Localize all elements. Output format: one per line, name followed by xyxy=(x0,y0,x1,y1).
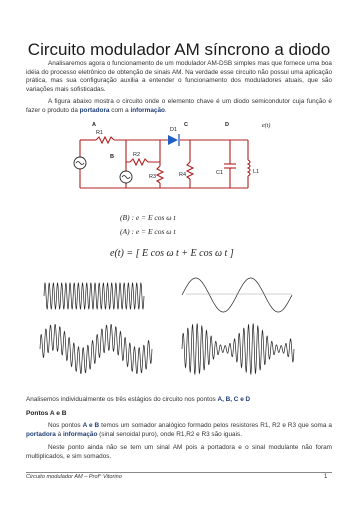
d1-label: D1 xyxy=(170,127,178,133)
stages-paragraph xyxy=(26,396,332,405)
equations xyxy=(110,212,270,272)
para2-text-3: . xyxy=(164,106,167,114)
r2-label: R2 xyxy=(133,152,141,158)
c1-label: C1 xyxy=(216,170,224,176)
sum-note-paragraph: Neste ponto ainda não se tem um sinal AM pois a portadora e o sinal modulante não foram multiplicados, e sim somados. xyxy=(26,444,332,460)
para3-bold: A, B, C e D xyxy=(217,396,251,403)
intro-paragraph: Analisaremos agora o funcionamento de um modulador AM-DSB simples mas que fornece uma boa idéia do processo eletrônico de obtenção de sinais AM. Na verdade esse circuito não possui uma aplicação prática, mas sua configuração auxilia a entender o funcionamento dos moduladores atuais, que são variações mais sofisticadas. xyxy=(26,60,332,93)
waveform-am xyxy=(182,322,294,376)
footer-divider xyxy=(26,472,332,473)
node-c-label: C xyxy=(184,122,188,128)
para4-bold-portadora: portadora xyxy=(26,430,56,438)
para4-bold-ab: A e B xyxy=(82,422,100,429)
page-title: Circuito modulador AM síncrono a diodo xyxy=(27,40,331,59)
waveform-carrier xyxy=(44,282,144,310)
para2-text-1: A figura abaixo mostra o circuito onde o elemento chave é um diodo semicondutor cuja função é fazer o produto da xyxy=(26,98,332,114)
equation-output: e(t) = [ E cos ω t + E cos ω t ] xyxy=(110,248,234,259)
equation-b: (B) : e = E cos ω t xyxy=(120,213,176,222)
para4-text-4: (sinal senoidal puro), onde R1,R2 e R3 são iguais. xyxy=(97,430,242,438)
para4-text-1: Nos pontos xyxy=(48,422,83,429)
r3-label: R3 xyxy=(149,174,157,180)
para2-bold-portadora: portadora xyxy=(79,106,110,114)
para2-text-2: com a xyxy=(109,106,131,114)
para4-text-2: temos um somador analógico formado pelos resistores R1, R2 e R3 que soma a xyxy=(99,422,332,429)
node-a-label: A xyxy=(92,122,96,128)
points-a-b-paragraph xyxy=(26,422,332,439)
circuit-diagram xyxy=(70,118,290,198)
r4-label: R4 xyxy=(179,172,187,178)
footer-text: Circuito modulador AM – Prof° Vitorino xyxy=(26,474,122,480)
equation-a: (A) : e = E cos ω t xyxy=(120,227,176,236)
waveform-sum xyxy=(40,322,152,376)
node-b-label: B xyxy=(110,154,114,160)
para2-bold-informacao: informação xyxy=(130,106,165,114)
l1-label: L1 xyxy=(253,169,260,175)
r1-label: R1 xyxy=(96,130,104,136)
output-label: e(t) xyxy=(262,123,271,129)
node-d-label: D xyxy=(225,122,229,128)
waveform-information xyxy=(182,274,292,316)
para4-bold-informacao: informação xyxy=(62,430,98,438)
section-heading-pontos-a-b: Pontos A e B xyxy=(26,410,67,417)
figure-intro-paragraph xyxy=(26,98,332,115)
para3-text: Analisemos individualmente os três estágios do circuito nos pontos xyxy=(26,396,218,403)
para4-text-3: à xyxy=(55,430,63,438)
page-number: 1 xyxy=(324,474,328,480)
